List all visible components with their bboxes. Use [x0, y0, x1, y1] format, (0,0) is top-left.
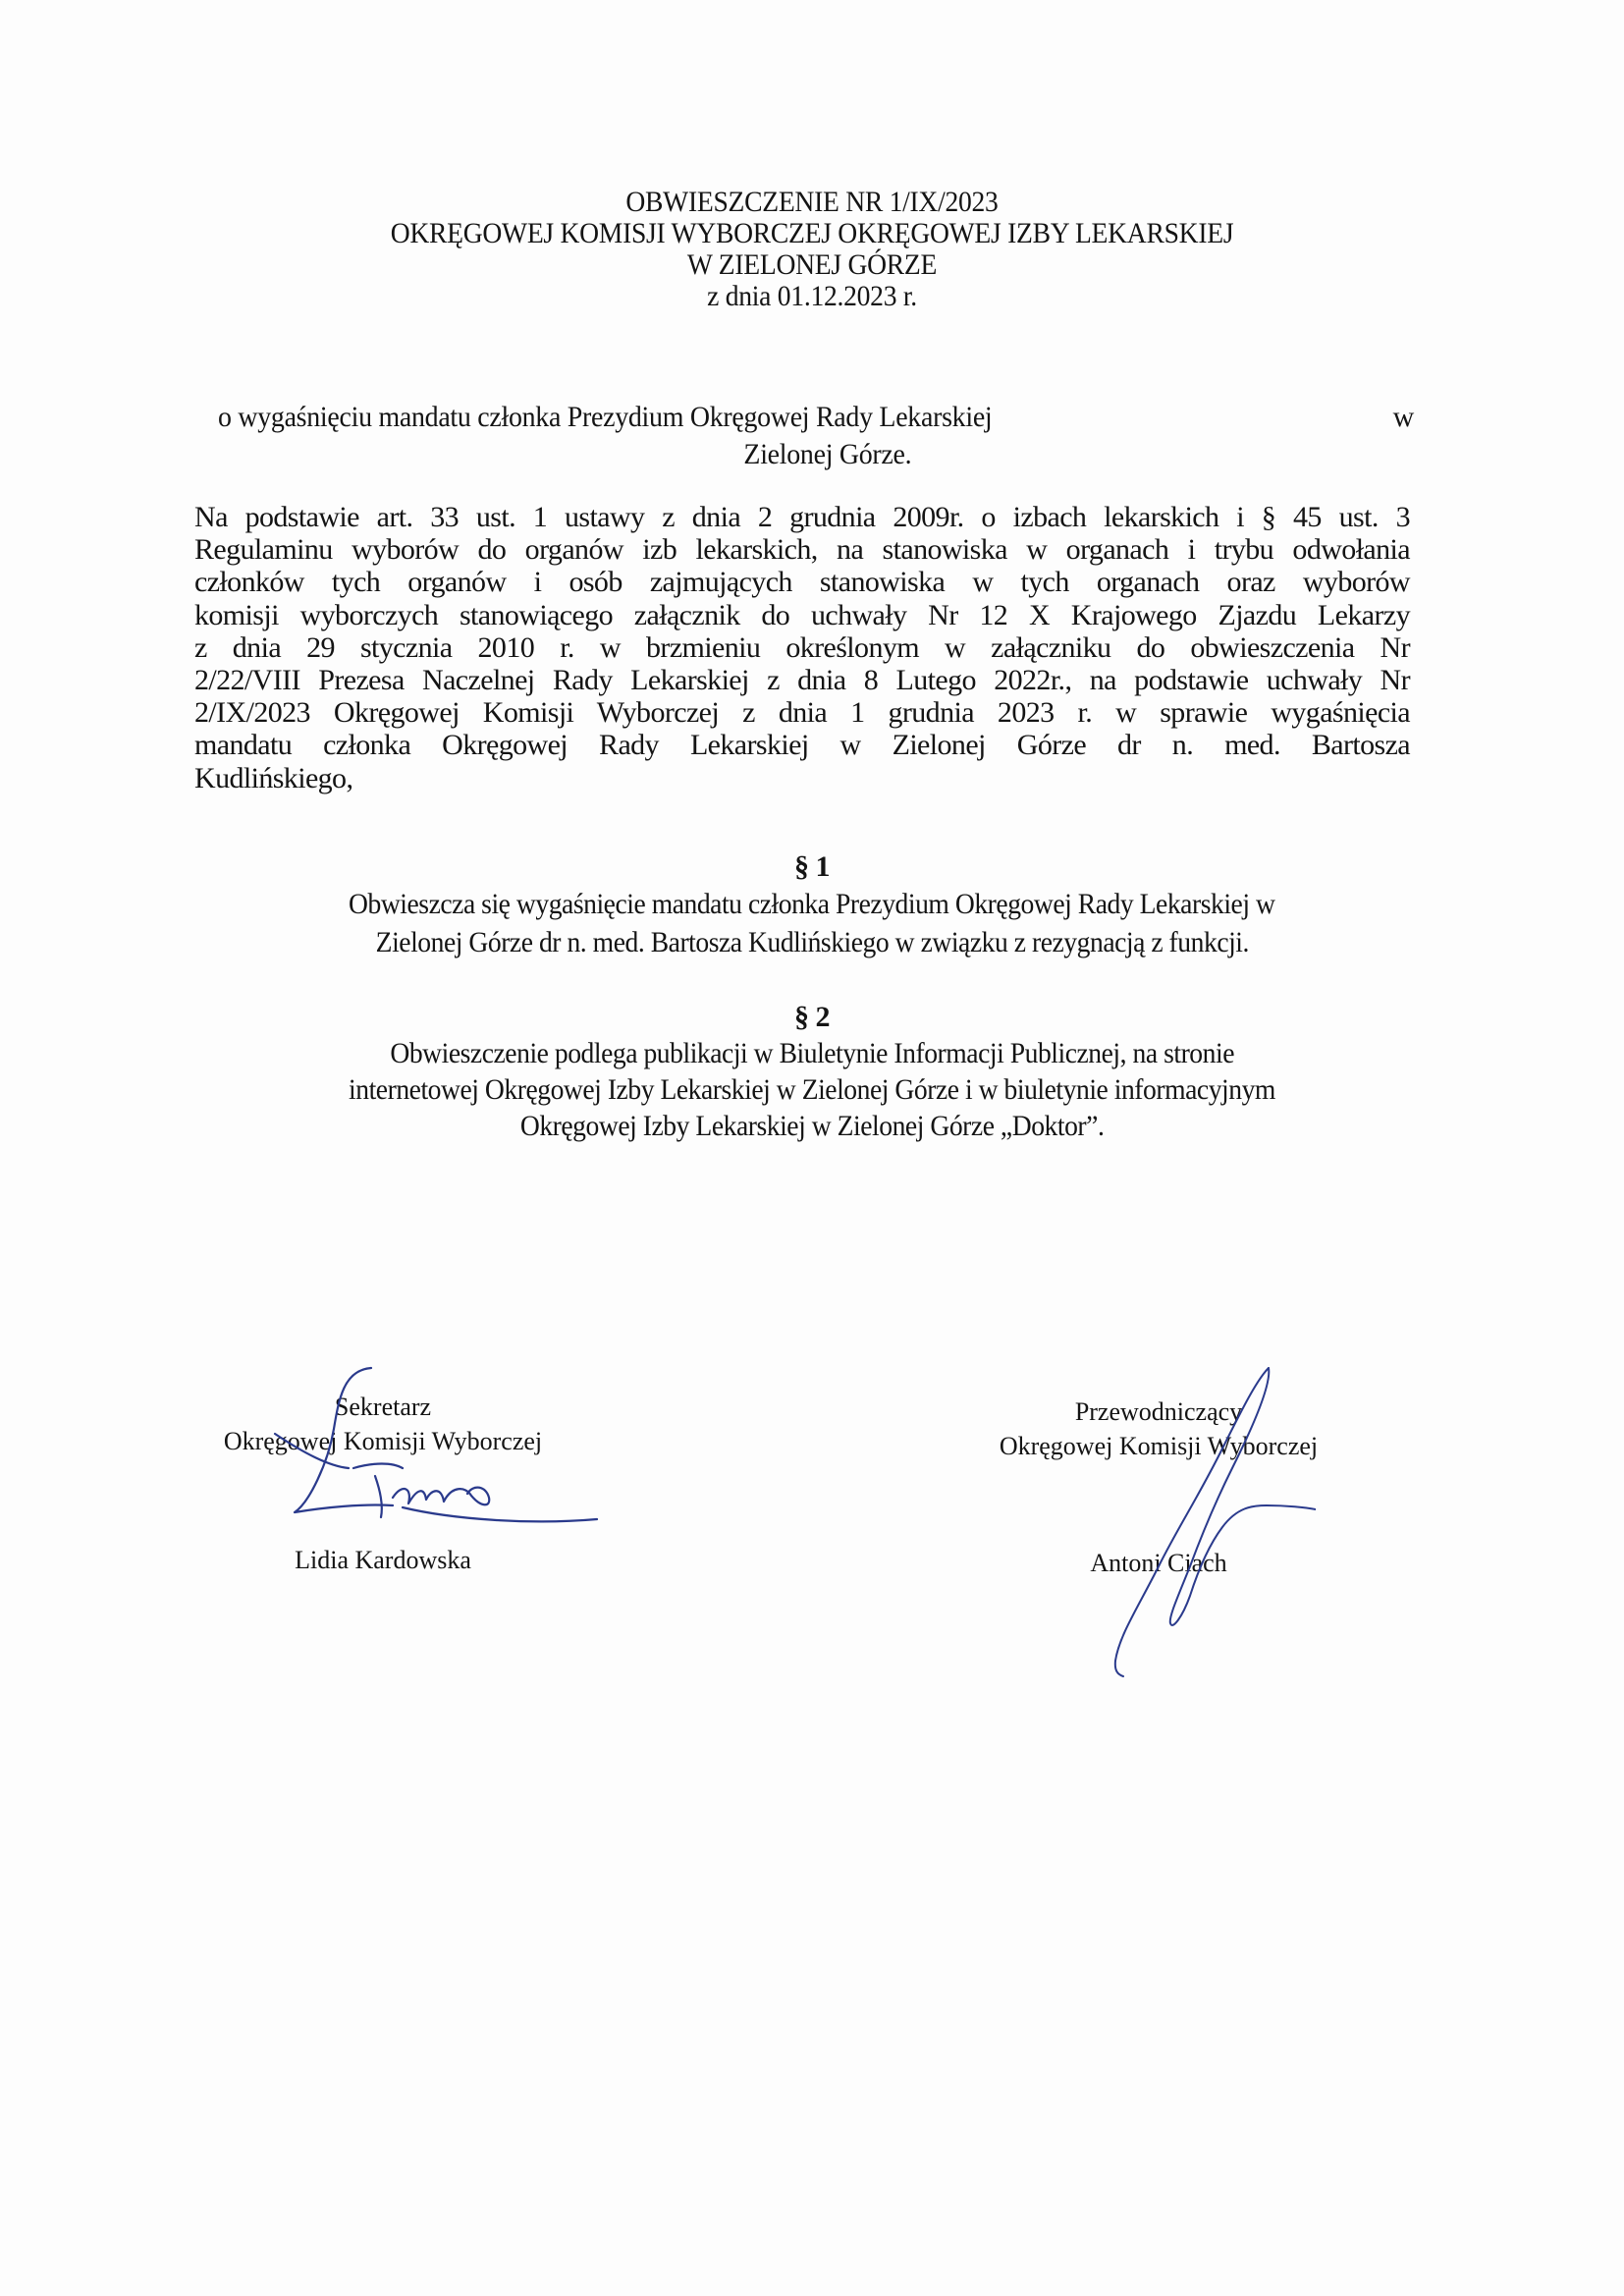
subject-line-2: Zielonej Górze. [743, 438, 912, 470]
preamble-line: 2/22/VIII Prezesa Naczelnej Rady Lekarskiej z dnia 8 Lutego 2022r., na podstawie uchwały Nr [194, 664, 1410, 697]
section-2-line: internetowej Okręgowej Izby Lekarskiej w Zielonej Górze i w biuletynie informacyjnym [349, 1073, 1275, 1106]
preamble-line: z dnia 29 stycznia 2010 r. w brzmieniu określonym w załączniku do obwieszczenia Nr [194, 630, 1410, 664]
preamble-paragraph [194, 501, 1410, 794]
secretary-name: Lidia Kardowska [295, 1546, 471, 1574]
section-2-line: Okręgowej Izby Lekarskiej w Zielonej Górze „Doktor”. [519, 1110, 1105, 1142]
document-subject [218, 399, 1414, 473]
preamble-line: Kudlińskiego, [194, 761, 353, 794]
chairman-role: Przewodniczący [1074, 1397, 1243, 1426]
section-1 [0, 848, 1624, 961]
preamble-line: 2/IX/2023 Okręgowej Komisji Wyborczej z dnia 1 grudnia 2023 r. w sprawie wygaśnięcia [194, 696, 1410, 730]
section-2 [0, 999, 1624, 1144]
subject-line-1-trailing: w [1392, 401, 1414, 433]
announcement-number: OBWIESZCZENIE NR 1/IX/2023 [625, 186, 999, 218]
chairman-signature-block [957, 1394, 1360, 1580]
subject-line-1: o wygaśnięciu mandatu członka Prezydium Okręgowej Rady Lekarskiej [218, 401, 993, 433]
preamble-line: mandatu członka Okręgowej Rady Lekarskiej w Zielonej Górze dr n. med. Bartosza [194, 729, 1410, 762]
preamble-line: Regulaminu wyborów do organów izb lekarskich, na stanowiska w organach i trybu odwołania [194, 533, 1410, 567]
secretary-signature-block [187, 1390, 579, 1577]
preamble-line: Na podstawie art. 33 ust. 1 ustawy z dnia 2 grudnia 2009r. o izbach lekarskich i § 45 ust. 3 [194, 501, 1410, 533]
section-1-line: Zielonej Górze dr n. med. Bartosza Kudlińskiego w związku z rezygnacją z funkcji. [375, 926, 1249, 958]
section-1-symbol: § 1 [794, 850, 830, 883]
section-2-line: Obwieszczenie podlega publikacji w Biuletynie Informacji Publicznej, na stronie [390, 1037, 1234, 1069]
announcement-date: z dnia 01.12.2023 r. [707, 280, 917, 312]
document-header [0, 187, 1624, 312]
issuing-body: OKRĘGOWEJ KOMISJI WYBORCZEJ OKRĘGOWEJ IZBY LEKARSKIEJ [390, 217, 1234, 249]
secretary-role: Sekretarz [334, 1393, 432, 1421]
preamble-line: komisji wyborczych stanowiącego załącznik do uchwały Nr 12 X Krajowego Zjazdu Lekarzy [194, 598, 1410, 631]
issuing-location: W ZIELONEJ GÓRZE [686, 248, 938, 281]
section-1-line: Obwieszcza się wygaśnięcie mandatu członka Prezydium Okręgowej Rady Lekarskiej w [349, 888, 1275, 920]
chairman-body: Okręgowej Komisji Wyborczej [999, 1432, 1319, 1460]
section-2-symbol: § 2 [794, 1001, 830, 1033]
preamble-line: członków tych organów i osób zajmujących stanowiska w tych organach oraz wyborów [194, 566, 1410, 599]
chairman-name: Antoni Ciach [1090, 1549, 1227, 1577]
secretary-body: Okręgowej Komisji Wyborczej [223, 1427, 543, 1455]
